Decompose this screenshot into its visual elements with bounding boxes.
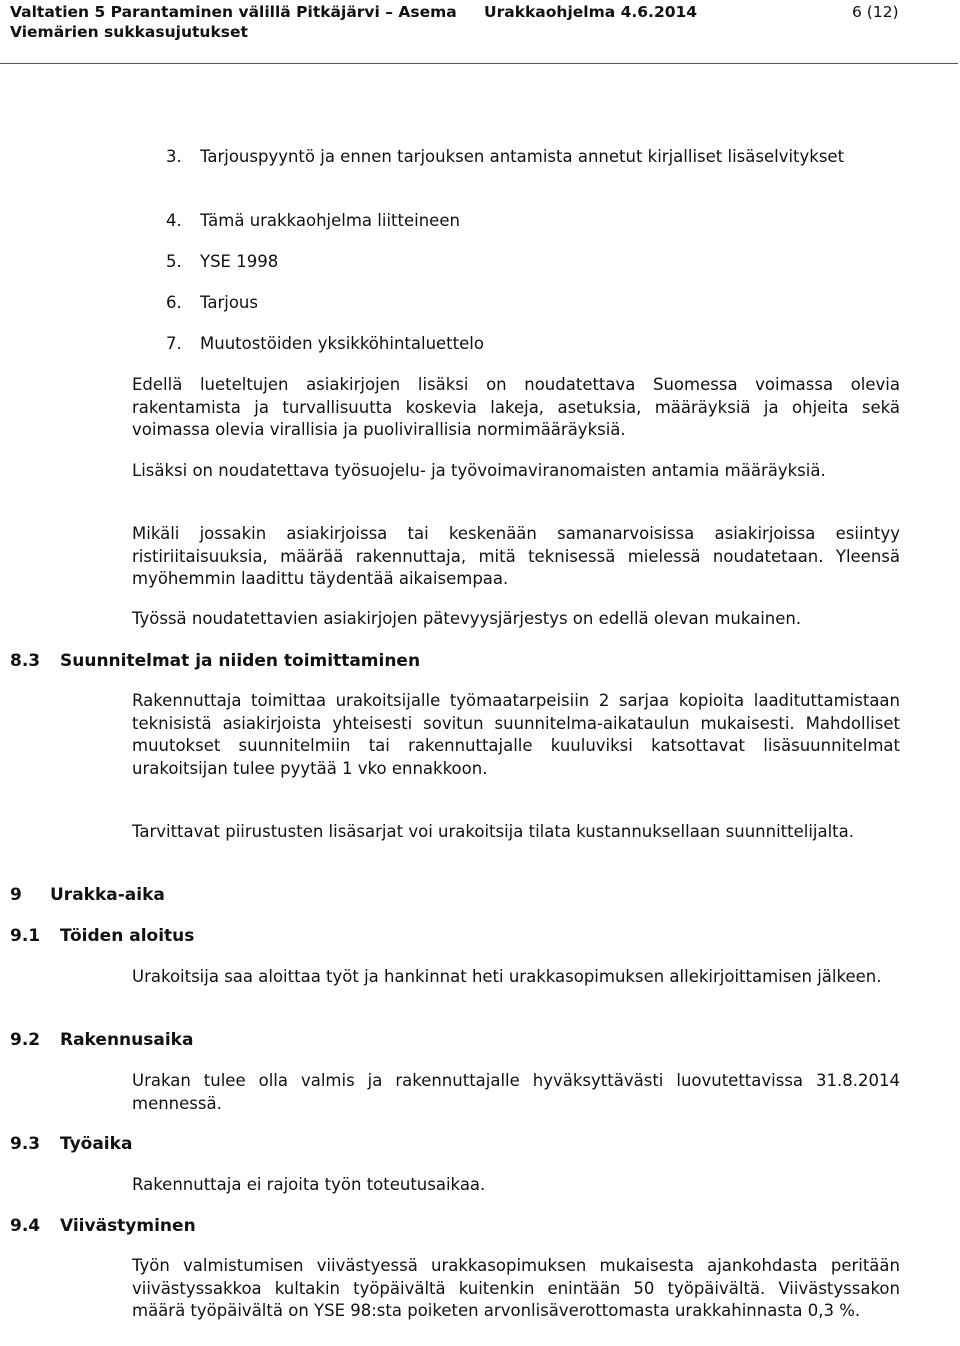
section-number: 9.3 [10,1134,41,1154]
list-item [166,292,900,315]
header-project-subtitle: Viemärien sukkasujutukset [10,23,248,41]
header-project-title: Valtatien 5 Parantaminen välillä Pitkäjärvi – Asema [10,3,457,21]
list-item-number: 4. [166,211,182,230]
section-title: Rakennusaika [60,1030,194,1050]
section-heading-9-2 [10,1029,193,1051]
section-heading-9 [10,884,165,906]
body-paragraph: Rakennuttaja ei rajoita työn toteutusaikaa. [132,1175,486,1194]
section-heading-9-4 [10,1215,196,1237]
list-item-text: Tämä urakkaohjelma liitteineen [200,211,460,230]
section-number: 9.4 [10,1216,41,1236]
section-number: 9.1 [10,926,41,946]
list-item [166,333,900,356]
body-paragraph: Lisäksi on noudatettava työsuojelu- ja työvoimaviranomaisten antamia määräyksiä. [132,461,826,480]
list-item [166,251,900,274]
header-page-number: 6 (12) [852,3,899,21]
section-heading-9-1 [10,925,194,947]
section-number: 9 [10,885,22,905]
body-paragraph: Urakoitsija saa aloittaa työt ja hankinnat heti urakkasopimuksen allekirjoittamisen jälkeen. [132,967,882,986]
body-paragraph: Edellä lueteltujen asiakirjojen lisäksi on noudatettava Suomessa voimassa olevia rakentamista ja turvallisuutta koskevia lakeja, asetuksia, määräyksiä ja ohjeita sekä voimassa olevia virallisia ja puolivirallisia normimääräyksiä. [132,375,900,439]
list-item-number: 7. [166,334,182,353]
section-title: Viivästyminen [60,1216,196,1236]
header-document-name: Urakkaohjelma 4.6.2014 [484,3,698,21]
list-item-text: Tarjouspyyntö ja ennen tarjouksen antamista annetut kirjalliset lisäselvitykset [200,147,845,166]
body-paragraph: Mikäli jossakin asiakirjoissa tai keskenään samanarvoisissa asiakirjoissa esiintyy ristiriitaisuuksia, määrää rakennuttaja, mitä teknisessä mielessä noudatetaan. Yleensä myöhemmin laadittu täydentää aikaisempaa. [132,524,900,588]
section-title: Suunnitelmat ja niiden toimittaminen [60,651,421,671]
section-number: 8.3 [10,651,41,671]
header-divider [0,63,958,64]
body-paragraph: Urakan tulee olla valmis ja rakennuttajalle hyväksyttävästi luovutettavissa 31.8.2014 mennessä. [132,1071,900,1113]
body-paragraph: Tarvittavat piirustusten lisäsarjat voi urakoitsija tilata kustannuksellaan suunnittelijalta. [132,822,855,841]
body-paragraph: Työssä noudatettavien asiakirjojen pätevyysjärjestys on edellä olevan mukainen. [132,609,802,628]
body-paragraph: Työn valmistumisen viivästyessä urakkasopimuksen mukaisesta ajankohdasta peritään viivästyssakkoa kultakin työpäivältä kuitenkin enintään 50 työpäivältä. Viivästyssakon määrä työpäivältä on YSE 98:sta poiketen arvonlisäverottomasta urakkahinnasta 0,3 %. [132,1256,900,1320]
section-heading-9-3 [10,1133,132,1155]
list-item [166,210,900,233]
list-item-number: 6. [166,293,182,312]
list-item-text: Muutostöiden yksikköhintaluettelo [200,334,484,353]
list-item-text: YSE 1998 [200,252,279,271]
list-item-number: 5. [166,252,182,271]
list-item [166,146,900,169]
list-item-number: 3. [166,147,182,166]
section-heading-8-3 [10,650,420,672]
body-paragraph: Rakennuttaja toimittaa urakoitsijalle työmaatarpeisiin 2 sarjaa kopioita laadituttamistaan teknisistä asiakirjoista yhteisesti sovitun suunnitelma-aikataulun mukaisesti. Mahdolliset muutokset suunnitelmiin tai rakennuttajalle kuuluviksi katsottavat lisäsuunnitelmat urakoitsijan tulee pyytää 1 vko ennakkoon. [132,691,900,778]
section-number: 9.2 [10,1030,41,1050]
section-title: Työaika [60,1134,133,1154]
section-title: Urakka-aika [50,885,165,905]
list-item-text: Tarjous [200,293,258,312]
section-title: Töiden aloitus [60,926,195,946]
